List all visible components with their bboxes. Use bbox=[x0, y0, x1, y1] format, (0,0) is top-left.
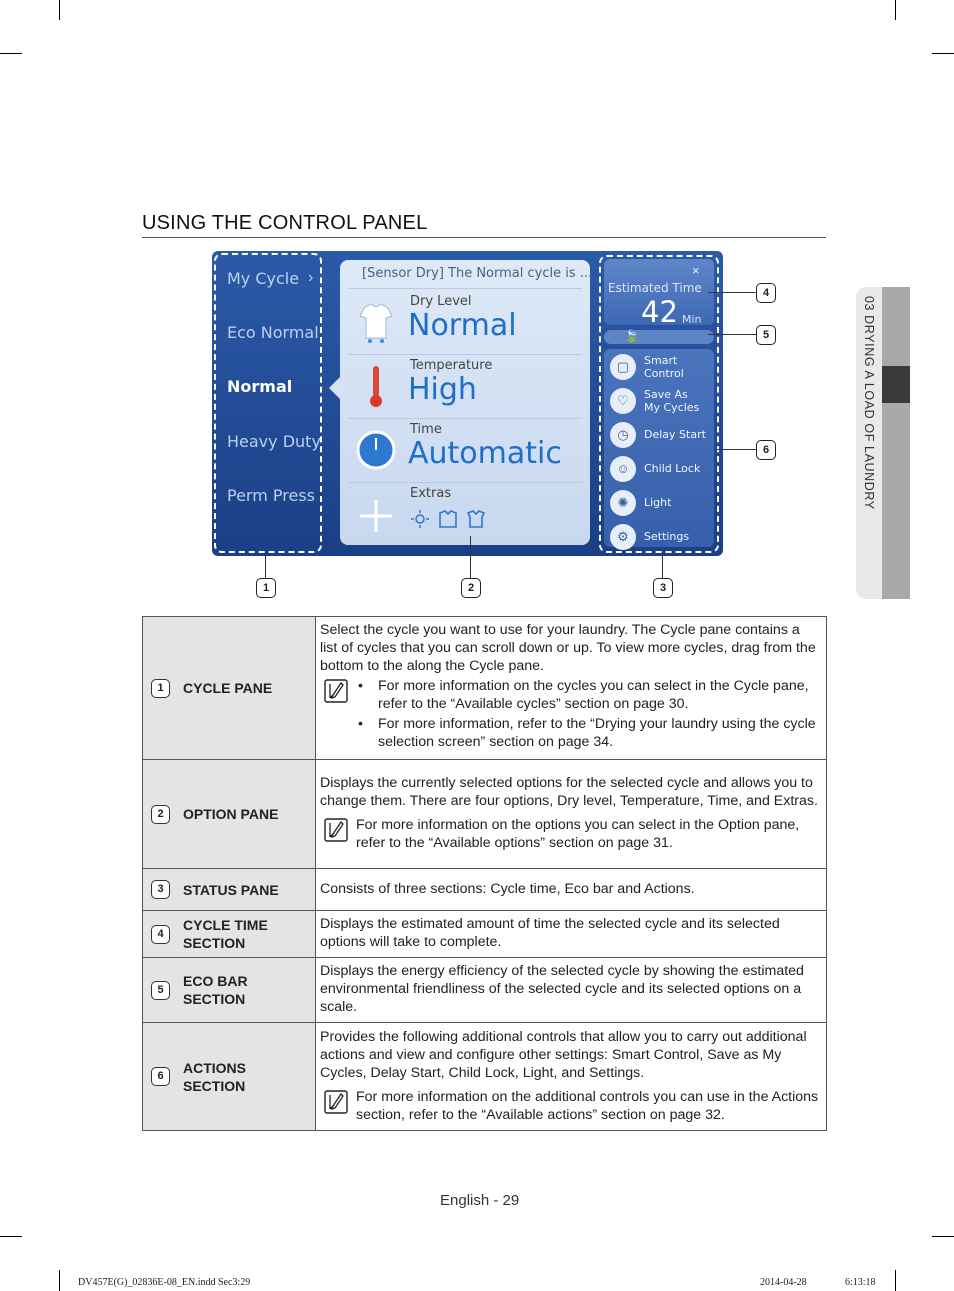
cycle-item-eco-normal[interactable]: Eco Normal bbox=[227, 323, 319, 342]
note-text: For more information on the options you can select in the Option pane, refer to the “ bbox=[356, 817, 800, 851]
page-reference[interactable]: 30 bbox=[668, 696, 685, 712]
row-text-lead: Provides the following additional controls that allow you to carry out additional actions and view and configure other settings: bbox=[320, 1028, 807, 1063]
crop-mark bbox=[932, 1236, 954, 1237]
term: Eco bar bbox=[564, 880, 614, 897]
row-label-cell bbox=[143, 869, 316, 911]
divider bbox=[348, 288, 582, 289]
action-label: Delay Start bbox=[644, 428, 706, 441]
action-label: Light bbox=[644, 496, 672, 509]
smart-control-icon: ▢ bbox=[610, 354, 636, 380]
row-label: CYCLE TIME SECTION bbox=[183, 917, 268, 951]
note-text: For more information on the additional controls you can use in the Actions section, refer to the “ bbox=[356, 1088, 819, 1123]
note-pencil-icon bbox=[324, 679, 348, 703]
option-label: Time bbox=[410, 422, 442, 437]
estimated-time-value: 42 bbox=[641, 295, 678, 329]
row-text: Select the cycle you want to use for your laundry. The Cycle pane contains a list of cycles that you can scroll down or up. To view more cycles, drag from the bottom to the along the Cycle pane. bbox=[320, 622, 816, 674]
action-label: Child Lock bbox=[644, 462, 701, 475]
chapter-tab-marker bbox=[882, 366, 910, 403]
note-text-block bbox=[356, 816, 820, 852]
term: Time bbox=[707, 793, 739, 809]
imprint-date: 2014-04-28 bbox=[760, 1277, 807, 1288]
crop-mark bbox=[895, 1270, 896, 1291]
callout-badge: 5 bbox=[756, 325, 776, 345]
list-item bbox=[356, 715, 820, 751]
row-number-badge: 3 bbox=[151, 880, 170, 899]
shirt-icon bbox=[356, 300, 396, 344]
row-description: Displays the energy efficiency of the selected cycle by showing the estimated environmental friendliness of the selected cycle and its selected options on a scale. bbox=[316, 958, 827, 1023]
save-heart-icon: ♡ bbox=[610, 388, 636, 414]
row-description bbox=[316, 760, 827, 869]
page-reference[interactable]: 34 bbox=[593, 734, 610, 750]
cross-reference-link[interactable]: Available actions bbox=[486, 1106, 593, 1123]
crop-mark bbox=[895, 0, 896, 20]
callout-leader bbox=[716, 449, 756, 450]
option-label: Temperature bbox=[410, 358, 493, 373]
callout-leader bbox=[265, 552, 266, 578]
cross-reference-link[interactable]: Available options bbox=[433, 835, 541, 851]
settings-gear-icon: ⚙ bbox=[610, 524, 636, 550]
action-label: Settings bbox=[644, 530, 690, 543]
cycle-item-perm-press[interactable]: Perm Press bbox=[227, 486, 315, 505]
row-description: Displays the estimated amount of time the selected cycle and its selected options will take to complete. bbox=[316, 911, 827, 958]
close-icon[interactable]: × bbox=[692, 263, 700, 278]
note-block bbox=[320, 816, 820, 852]
clock-icon bbox=[356, 428, 396, 472]
option-extras[interactable] bbox=[340, 482, 590, 545]
callout-leader bbox=[662, 552, 663, 578]
note-text: . bbox=[609, 734, 614, 750]
row-label-cell bbox=[143, 911, 316, 958]
action-label: Smart Control bbox=[644, 354, 684, 380]
term: Dry level bbox=[557, 793, 613, 809]
callout-leader bbox=[708, 334, 756, 335]
table-row bbox=[143, 760, 827, 869]
page-reference[interactable]: 32 bbox=[705, 1106, 721, 1123]
note-block bbox=[320, 677, 820, 753]
option-value: Normal bbox=[408, 308, 517, 343]
cycle-item-my-cycle[interactable]: My Cycle bbox=[227, 269, 300, 288]
cycle-item-heavy-duty[interactable]: Heavy Duty bbox=[227, 432, 321, 451]
row-label-cell bbox=[143, 1023, 316, 1131]
extras-icons bbox=[410, 508, 490, 530]
callout-leader bbox=[470, 536, 471, 578]
status-pane-highlight bbox=[599, 255, 719, 553]
table-row bbox=[143, 869, 827, 911]
thermometer-icon bbox=[356, 364, 396, 408]
chapter-tab-strip bbox=[882, 287, 910, 599]
control-panel-screen bbox=[212, 251, 723, 556]
note-pencil-icon bbox=[324, 818, 348, 842]
cycle-item-normal[interactable]: Normal bbox=[227, 377, 293, 396]
term: Delay Start bbox=[370, 1064, 441, 1081]
note-text: ” section on page bbox=[592, 1106, 706, 1123]
cycle-pane-highlight bbox=[214, 253, 322, 553]
row-text-lead: Displays the currently selected options for the selected cycle and allows you to change them. There are four options, bbox=[320, 775, 813, 809]
row-text: Displays the currently selected options for the selected cycle and allows you to change them. There are four options, Dry level, Temperature, Time, and Extras. bbox=[320, 775, 818, 809]
plus-icon bbox=[356, 492, 396, 536]
note-block bbox=[320, 1088, 820, 1124]
term: Cycle time bbox=[490, 880, 557, 897]
term: Temperature bbox=[619, 793, 700, 809]
callout-leader bbox=[708, 292, 756, 293]
crop-mark bbox=[0, 53, 22, 54]
note-text: For more information, refer to the “ bbox=[378, 716, 595, 732]
row-label: ECO BAR SECTION bbox=[183, 973, 248, 1007]
option-temperature[interactable] bbox=[340, 354, 590, 417]
list-item bbox=[356, 677, 820, 713]
note-text: ” section on page bbox=[540, 835, 654, 851]
option-pane bbox=[340, 260, 593, 545]
light-bulb-icon: ✺ bbox=[610, 490, 636, 516]
row-label-cell bbox=[143, 617, 316, 760]
child-lock-icon: ☺ bbox=[610, 456, 636, 482]
row-number-badge: 2 bbox=[151, 805, 170, 824]
note-text: . bbox=[668, 835, 673, 851]
option-label: Dry Level bbox=[410, 294, 472, 309]
chapter-tab-label: 03 DRYING A LOAD OF LAUNDRY bbox=[862, 296, 876, 510]
term: Child Lock bbox=[448, 1064, 515, 1081]
row-description: Consists of three sections: Cycle time, Eco bar and Actions. bbox=[316, 869, 827, 911]
option-dry-level[interactable] bbox=[340, 290, 590, 353]
row-label: CYCLE PANE bbox=[183, 680, 273, 696]
note-pencil-icon bbox=[324, 1090, 348, 1114]
note-text: ” section on page bbox=[480, 734, 594, 750]
option-value: High bbox=[408, 372, 477, 407]
row-description bbox=[316, 617, 827, 760]
term: Light bbox=[522, 1064, 554, 1081]
term: Extras bbox=[773, 793, 814, 809]
note-text: For more information on the cycles you can select in the Cycle pane, refer to the “ bbox=[378, 678, 809, 712]
term: Actions bbox=[644, 880, 691, 897]
row-label: OPTION PANE bbox=[183, 806, 279, 822]
term: Settings bbox=[588, 1064, 641, 1081]
callout-badge: 4 bbox=[756, 283, 776, 303]
row-number-badge: 5 bbox=[151, 981, 170, 1000]
delay-clock-icon: ◷ bbox=[610, 422, 636, 448]
callout-badge: 1 bbox=[256, 578, 276, 598]
row-description bbox=[316, 1023, 827, 1131]
callout-badge: 6 bbox=[756, 440, 776, 460]
note-text: . bbox=[684, 696, 689, 712]
imprint-time: 6:13:18 bbox=[845, 1277, 876, 1288]
crop-mark bbox=[59, 0, 60, 20]
option-label: Extras bbox=[410, 486, 452, 501]
note-text-block bbox=[356, 1088, 820, 1124]
imprint-file: DV457E(G)_02836E-08_EN.indd Sec3:29 bbox=[78, 1277, 251, 1288]
option-pane-header: [Sensor Dry] The Normal cycle is ... bbox=[362, 266, 593, 281]
term: Smart Control bbox=[611, 1046, 700, 1063]
estimated-time-label: Estimated Time bbox=[608, 281, 702, 295]
table-row bbox=[143, 1023, 827, 1131]
term: Save as My Cycles bbox=[320, 1046, 782, 1081]
leaf-icon: 🍃 bbox=[624, 329, 639, 343]
row-text: Consists of three sections: bbox=[320, 880, 491, 897]
row-label-cell bbox=[143, 958, 316, 1023]
page-reference[interactable]: 31 bbox=[653, 835, 669, 851]
row-label: ACTIONS SECTION bbox=[183, 1059, 246, 1094]
cross-reference-link[interactable]: Available cycles bbox=[455, 696, 556, 712]
description-table bbox=[142, 616, 827, 1131]
crop-mark bbox=[59, 1270, 60, 1291]
table-row bbox=[143, 911, 827, 958]
option-time[interactable] bbox=[340, 418, 590, 481]
callout-badge: 2 bbox=[461, 578, 481, 598]
table-row bbox=[143, 958, 827, 1023]
estimated-time-unit: Min bbox=[682, 313, 702, 326]
page-number: English - 29 bbox=[440, 1192, 520, 1209]
note-bullets bbox=[356, 677, 820, 753]
crop-mark bbox=[932, 53, 954, 54]
row-number-badge: 6 bbox=[151, 1067, 170, 1086]
option-value: Automatic bbox=[408, 436, 562, 471]
section-title: USING THE CONTROL PANEL bbox=[142, 212, 428, 234]
row-number-badge: 1 bbox=[151, 679, 170, 698]
crop-mark bbox=[0, 1236, 22, 1237]
callout-badge: 3 bbox=[653, 578, 673, 598]
row-number-badge: 4 bbox=[151, 925, 170, 944]
chevron-right-icon: › bbox=[308, 269, 314, 286]
note-text: . bbox=[720, 1106, 725, 1123]
table-row bbox=[143, 617, 827, 760]
action-label: Save As My Cycles bbox=[644, 388, 700, 414]
row-text: Provides the following additional controls that allow you to carry out additional actions and view and configure other settings: Smart Control, Save as My Cycles, Delay Start, Child Lock, Light, and Settings. bbox=[320, 1028, 807, 1081]
row-label: STATUS PANE bbox=[183, 881, 279, 898]
row-label-cell bbox=[143, 760, 316, 869]
title-divider bbox=[142, 237, 826, 238]
note-text: ” section on page bbox=[555, 696, 669, 712]
cross-reference-link[interactable]: Drying your laundry using the cycle selection screen bbox=[378, 716, 816, 750]
